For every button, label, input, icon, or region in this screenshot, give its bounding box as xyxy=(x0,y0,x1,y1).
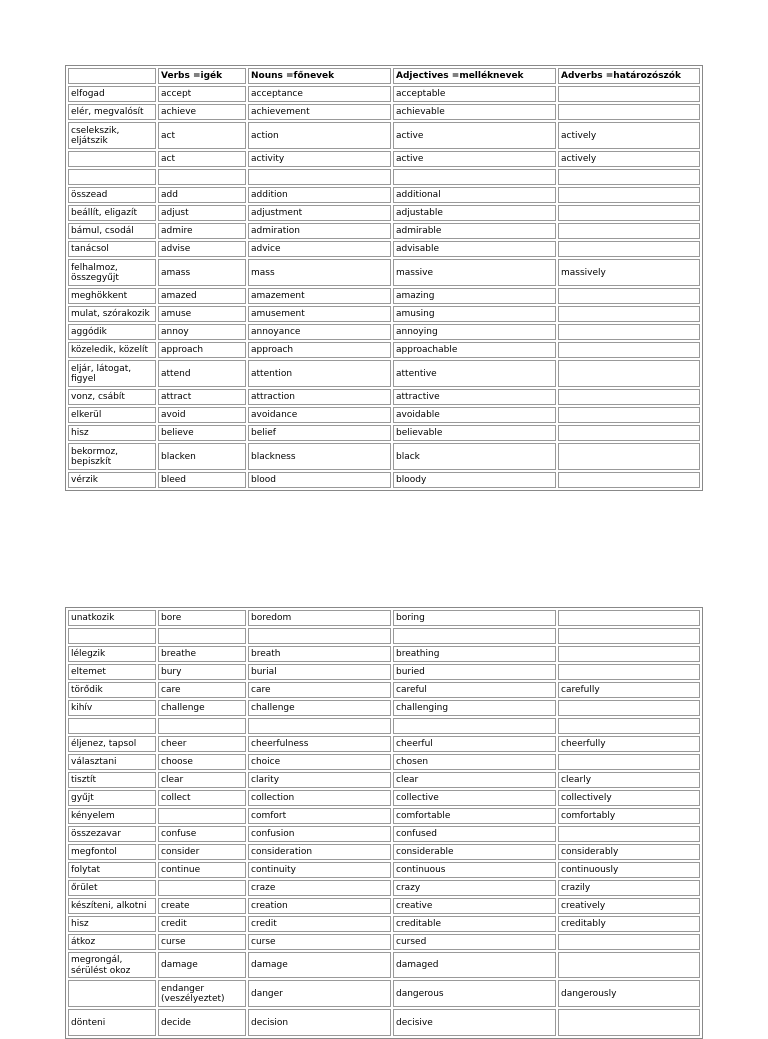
cell-hungarian: dönteni xyxy=(68,1009,156,1036)
cell-adverb xyxy=(558,664,700,680)
cell-verb: bore xyxy=(158,610,246,626)
cell-hungarian: hisz xyxy=(68,425,156,441)
cell-verb: bleed xyxy=(158,472,246,488)
cell-verb: choose xyxy=(158,754,246,770)
cell-noun xyxy=(248,169,391,185)
cell-verb: achieve xyxy=(158,104,246,120)
table-row xyxy=(68,952,700,978)
cell-noun: choice xyxy=(248,754,391,770)
column-header-adverb: Adverbs =határozószók xyxy=(558,68,700,84)
cell-hungarian: felhalmoz, összegyűjt xyxy=(68,259,156,286)
table-row xyxy=(68,916,700,932)
column-header-hungarian xyxy=(68,68,156,84)
cell-noun: approach xyxy=(248,342,391,358)
table-row xyxy=(68,736,700,752)
cell-adjective: additional xyxy=(393,187,556,203)
cell-noun: attention xyxy=(248,360,391,387)
cell-adverb: creatively xyxy=(558,898,700,914)
table-row xyxy=(68,389,700,405)
cell-noun: damage xyxy=(248,952,391,978)
cell-adjective: confused xyxy=(393,826,556,842)
cell-hungarian: eljár, látogat, figyel xyxy=(68,360,156,387)
cell-adverb xyxy=(558,205,700,221)
cell-verb: amazed xyxy=(158,288,246,304)
cell-noun: credit xyxy=(248,916,391,932)
cell-adjective: buried xyxy=(393,664,556,680)
cell-adjective: believable xyxy=(393,425,556,441)
cell-verb: damage xyxy=(158,952,246,978)
cell-adjective: bloody xyxy=(393,472,556,488)
cell-adverb xyxy=(558,86,700,102)
column-header-adjective: Adjectives =melléknevek xyxy=(393,68,556,84)
cell-adjective: attentive xyxy=(393,360,556,387)
cell-verb: add xyxy=(158,187,246,203)
cell-adverb: actively xyxy=(558,151,700,167)
cell-adverb: carefully xyxy=(558,682,700,698)
cell-verb: approach xyxy=(158,342,246,358)
cell-adjective: creditable xyxy=(393,916,556,932)
table-row xyxy=(68,772,700,788)
cell-verb: adjust xyxy=(158,205,246,221)
cell-hungarian: összead xyxy=(68,187,156,203)
cell-adjective: active xyxy=(393,122,556,149)
cell-adjective: dangerous xyxy=(393,980,556,1007)
cell-hungarian: tanácsol xyxy=(68,241,156,257)
cell-noun: decision xyxy=(248,1009,391,1036)
cell-adverb: crazily xyxy=(558,880,700,896)
cell-noun: mass xyxy=(248,259,391,286)
table-row xyxy=(68,288,700,304)
table-row xyxy=(68,628,700,644)
cell-noun: achievement xyxy=(248,104,391,120)
cell-adverb xyxy=(558,187,700,203)
column-header-verb: Verbs =igék xyxy=(158,68,246,84)
cell-noun: amusement xyxy=(248,306,391,322)
cell-hungarian: tisztít xyxy=(68,772,156,788)
table-row xyxy=(68,754,700,770)
cell-verb: credit xyxy=(158,916,246,932)
cell-noun: cheerfulness xyxy=(248,736,391,752)
cell-noun: action xyxy=(248,122,391,149)
cell-hungarian: meghökkent xyxy=(68,288,156,304)
table-row xyxy=(68,880,700,896)
cell-noun: confusion xyxy=(248,826,391,842)
cell-adjective: amazing xyxy=(393,288,556,304)
cell-verb: decide xyxy=(158,1009,246,1036)
cell-adverb xyxy=(558,700,700,716)
cell-adverb: massively xyxy=(558,259,700,286)
cell-hungarian: unatkozik xyxy=(68,610,156,626)
cell-noun: belief xyxy=(248,425,391,441)
cell-adverb: comfortably xyxy=(558,808,700,824)
cell-noun: continuity xyxy=(248,862,391,878)
cell-verb: act xyxy=(158,122,246,149)
cell-hungarian: hisz xyxy=(68,916,156,932)
word-table-1-body xyxy=(68,68,700,488)
cell-noun: attraction xyxy=(248,389,391,405)
cell-adverb: considerably xyxy=(558,844,700,860)
word-table-2 xyxy=(65,607,703,1039)
table-row xyxy=(68,646,700,662)
cell-hungarian xyxy=(68,980,156,1007)
table-row xyxy=(68,187,700,203)
cell-adjective: advisable xyxy=(393,241,556,257)
cell-hungarian: lélegzik xyxy=(68,646,156,662)
cell-verb: amass xyxy=(158,259,246,286)
cell-adjective: cheerful xyxy=(393,736,556,752)
cell-hungarian: készíteni, alkotni xyxy=(68,898,156,914)
cell-adverb: clearly xyxy=(558,772,700,788)
cell-hungarian xyxy=(68,169,156,185)
cell-adjective: careful xyxy=(393,682,556,698)
cell-hungarian xyxy=(68,628,156,644)
header-row xyxy=(68,68,700,84)
cell-verb: care xyxy=(158,682,246,698)
cell-noun: danger xyxy=(248,980,391,1007)
table-row xyxy=(68,862,700,878)
cell-adverb xyxy=(558,288,700,304)
cell-hungarian: átkoz xyxy=(68,934,156,950)
table-row xyxy=(68,934,700,950)
cell-hungarian: bámul, csodál xyxy=(68,223,156,239)
table-row xyxy=(68,86,700,102)
cell-adjective: adjustable xyxy=(393,205,556,221)
cell-adjective: achievable xyxy=(393,104,556,120)
cell-noun: amazement xyxy=(248,288,391,304)
cell-adverb xyxy=(558,241,700,257)
cell-adverb xyxy=(558,610,700,626)
cell-adverb: collectively xyxy=(558,790,700,806)
cell-adjective: admirable xyxy=(393,223,556,239)
cell-noun: clarity xyxy=(248,772,391,788)
table-row xyxy=(68,980,700,1007)
cell-verb: cheer xyxy=(158,736,246,752)
cell-hungarian: éljenez, tapsol xyxy=(68,736,156,752)
cell-noun: burial xyxy=(248,664,391,680)
table-row xyxy=(68,844,700,860)
cell-verb xyxy=(158,880,246,896)
cell-adverb xyxy=(558,389,700,405)
cell-adverb xyxy=(558,360,700,387)
table-row xyxy=(68,682,700,698)
cell-verb: challenge xyxy=(158,700,246,716)
cell-verb: admire xyxy=(158,223,246,239)
cell-noun: consideration xyxy=(248,844,391,860)
cell-verb: believe xyxy=(158,425,246,441)
cell-verb: advise xyxy=(158,241,246,257)
cell-verb: consider xyxy=(158,844,246,860)
cell-noun: advice xyxy=(248,241,391,257)
table-row xyxy=(68,443,700,470)
cell-hungarian xyxy=(68,718,156,734)
cell-adjective: clear xyxy=(393,772,556,788)
word-table-1 xyxy=(65,65,703,491)
table-row xyxy=(68,700,700,716)
cell-adverb xyxy=(558,646,700,662)
cell-verb xyxy=(158,628,246,644)
table-row xyxy=(68,360,700,387)
table-row xyxy=(68,898,700,914)
cell-noun: admiration xyxy=(248,223,391,239)
cell-adverb xyxy=(558,826,700,842)
cell-adverb xyxy=(558,342,700,358)
cell-hungarian: vonz, csábít xyxy=(68,389,156,405)
cell-adjective: continuous xyxy=(393,862,556,878)
cell-hungarian: elkerül xyxy=(68,407,156,423)
cell-hungarian: közeledik, közelít xyxy=(68,342,156,358)
cell-noun: boredom xyxy=(248,610,391,626)
cell-noun: breath xyxy=(248,646,391,662)
cell-verb: breathe xyxy=(158,646,246,662)
table-row xyxy=(68,342,700,358)
table-row xyxy=(68,425,700,441)
cell-adverb xyxy=(558,425,700,441)
cell-adjective: decisive xyxy=(393,1009,556,1036)
cell-adjective: considerable xyxy=(393,844,556,860)
cell-hungarian: cselekszik, eljátszik xyxy=(68,122,156,149)
cell-adverb: continuously xyxy=(558,862,700,878)
cell-verb: create xyxy=(158,898,246,914)
cell-noun: craze xyxy=(248,880,391,896)
cell-verb: annoy xyxy=(158,324,246,340)
cell-verb: continue xyxy=(158,862,246,878)
cell-adjective: crazy xyxy=(393,880,556,896)
cell-verb xyxy=(158,718,246,734)
cell-verb: attend xyxy=(158,360,246,387)
cell-noun: comfort xyxy=(248,808,391,824)
cell-noun: blood xyxy=(248,472,391,488)
cell-adjective: challenging xyxy=(393,700,556,716)
cell-adjective: cursed xyxy=(393,934,556,950)
cell-verb: endanger (veszélyeztet) xyxy=(158,980,246,1007)
table-row xyxy=(68,151,700,167)
cell-hungarian: elfogad xyxy=(68,86,156,102)
cell-hungarian: megrongál, sérülést okoz xyxy=(68,952,156,978)
cell-hungarian: törődik xyxy=(68,682,156,698)
cell-hungarian: eltemet xyxy=(68,664,156,680)
cell-hungarian: folytat xyxy=(68,862,156,878)
cell-verb: amuse xyxy=(158,306,246,322)
table-row xyxy=(68,241,700,257)
cell-adverb xyxy=(558,718,700,734)
cell-adjective: collective xyxy=(393,790,556,806)
cell-noun: blackness xyxy=(248,443,391,470)
cell-adverb: creditably xyxy=(558,916,700,932)
table-row xyxy=(68,826,700,842)
cell-adjective xyxy=(393,718,556,734)
cell-adverb xyxy=(558,306,700,322)
cell-adjective xyxy=(393,628,556,644)
table-row xyxy=(68,472,700,488)
cell-adjective: damaged xyxy=(393,952,556,978)
cell-hungarian: kihív xyxy=(68,700,156,716)
cell-hungarian: elér, megvalósít xyxy=(68,104,156,120)
cell-adjective: breathing xyxy=(393,646,556,662)
cell-hungarian: kényelem xyxy=(68,808,156,824)
cell-hungarian: gyűjt xyxy=(68,790,156,806)
cell-adverb xyxy=(558,754,700,770)
cell-noun: annoyance xyxy=(248,324,391,340)
cell-noun: adjustment xyxy=(248,205,391,221)
cell-noun xyxy=(248,718,391,734)
table-row xyxy=(68,223,700,239)
cell-adverb: actively xyxy=(558,122,700,149)
cell-adjective: approachable xyxy=(393,342,556,358)
cell-hungarian: vérzik xyxy=(68,472,156,488)
cell-verb xyxy=(158,808,246,824)
cell-verb: confuse xyxy=(158,826,246,842)
cell-noun: addition xyxy=(248,187,391,203)
cell-noun: collection xyxy=(248,790,391,806)
cell-verb: accept xyxy=(158,86,246,102)
table-row xyxy=(68,122,700,149)
cell-hungarian: bekormoz, bepiszkít xyxy=(68,443,156,470)
cell-noun: acceptance xyxy=(248,86,391,102)
table-row xyxy=(68,1009,700,1036)
cell-hungarian: megfontol xyxy=(68,844,156,860)
cell-adjective: boring xyxy=(393,610,556,626)
cell-verb xyxy=(158,169,246,185)
table-row xyxy=(68,259,700,286)
column-header-noun: Nouns =főnevek xyxy=(248,68,391,84)
cell-noun: curse xyxy=(248,934,391,950)
cell-verb: curse xyxy=(158,934,246,950)
cell-verb: blacken xyxy=(158,443,246,470)
cell-noun: creation xyxy=(248,898,391,914)
cell-adjective: attractive xyxy=(393,389,556,405)
cell-noun xyxy=(248,628,391,644)
cell-adjective: comfortable xyxy=(393,808,556,824)
cell-hungarian: választani xyxy=(68,754,156,770)
table-row xyxy=(68,324,700,340)
cell-verb: act xyxy=(158,151,246,167)
cell-adjective: creative xyxy=(393,898,556,914)
cell-adverb xyxy=(558,952,700,978)
cell-adverb xyxy=(558,472,700,488)
cell-adverb xyxy=(558,407,700,423)
cell-adverb xyxy=(558,324,700,340)
cell-adverb xyxy=(558,169,700,185)
cell-noun: activity xyxy=(248,151,391,167)
cell-adverb xyxy=(558,104,700,120)
cell-adverb xyxy=(558,223,700,239)
word-table-2-body xyxy=(68,610,700,1036)
cell-adjective: avoidable xyxy=(393,407,556,423)
cell-adjective: active xyxy=(393,151,556,167)
cell-adverb xyxy=(558,443,700,470)
cell-hungarian: mulat, szórakozik xyxy=(68,306,156,322)
cell-adjective: acceptable xyxy=(393,86,556,102)
cell-verb: avoid xyxy=(158,407,246,423)
table-row xyxy=(68,808,700,824)
table-row xyxy=(68,718,700,734)
cell-hungarian xyxy=(68,151,156,167)
cell-verb: attract xyxy=(158,389,246,405)
cell-hungarian: beállít, eligazít xyxy=(68,205,156,221)
cell-adjective: black xyxy=(393,443,556,470)
table-row xyxy=(68,790,700,806)
cell-verb: clear xyxy=(158,772,246,788)
cell-verb: bury xyxy=(158,664,246,680)
table-row xyxy=(68,306,700,322)
cell-hungarian: aggódik xyxy=(68,324,156,340)
table-row xyxy=(68,610,700,626)
table-row xyxy=(68,169,700,185)
cell-noun: care xyxy=(248,682,391,698)
cell-adjective: annoying xyxy=(393,324,556,340)
cell-adjective: massive xyxy=(393,259,556,286)
cell-noun: avoidance xyxy=(248,407,391,423)
cell-adverb xyxy=(558,1009,700,1036)
table-row xyxy=(68,664,700,680)
cell-adverb xyxy=(558,934,700,950)
cell-hungarian: összezavar xyxy=(68,826,156,842)
cell-adjective: chosen xyxy=(393,754,556,770)
table-row xyxy=(68,407,700,423)
cell-adjective: amusing xyxy=(393,306,556,322)
table-row xyxy=(68,205,700,221)
cell-adverb xyxy=(558,628,700,644)
cell-adverb: dangerously xyxy=(558,980,700,1007)
cell-noun: challenge xyxy=(248,700,391,716)
cell-adverb: cheerfully xyxy=(558,736,700,752)
cell-hungarian: őrület xyxy=(68,880,156,896)
table-row xyxy=(68,104,700,120)
cell-verb: collect xyxy=(158,790,246,806)
cell-adjective xyxy=(393,169,556,185)
